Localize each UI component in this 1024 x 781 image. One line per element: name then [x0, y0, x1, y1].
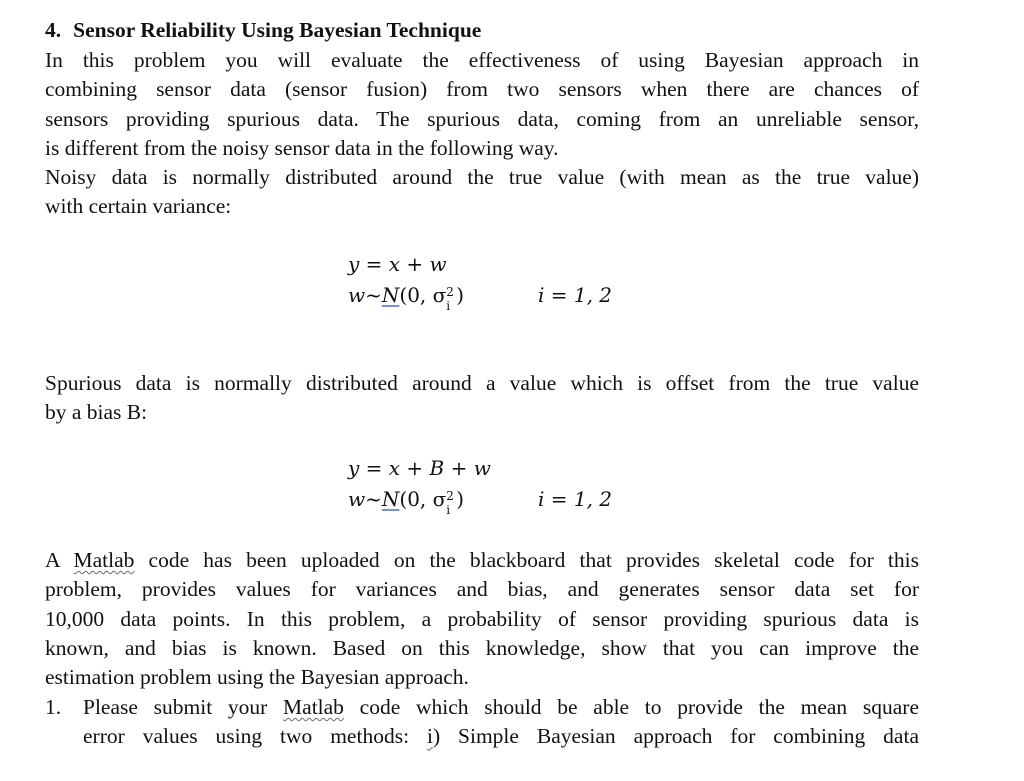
text-run: code which should be able to provide the mean square: [343, 695, 920, 719]
sensor-index-subscript: i: [446, 299, 451, 313]
paragraph-line: estimation problem using the Bayesian approach.: [45, 665, 469, 690]
paragraph-line: by a bias B:: [45, 400, 148, 425]
distribution-args-close: ): [456, 283, 465, 307]
spellcheck-word-matlab: Matlab: [283, 695, 344, 719]
noisy-sensor-index: i = 1, 2: [538, 283, 613, 307]
problem-heading: [45, 18, 481, 43]
noisy-noise-distribution: [348, 283, 465, 313]
paragraph-line: known, and bias is known. Based on this knowledge, show that you can improve the: [45, 635, 919, 660]
noise-variable: w~: [348, 283, 382, 307]
spellcheck-word-i: i: [426, 724, 433, 749]
spellcheck-word-matlab: Matlab: [73, 548, 135, 572]
distribution-args: (0, σ: [399, 283, 447, 307]
paragraph-line: In this problem you will evaluate the effectiveness of using Bayesian approach in: [45, 48, 919, 72]
text-run: error values using two methods:: [83, 724, 427, 749]
paragraph-line: combining sensor data (sensor fusion) from two sensors when there are chances of: [45, 77, 919, 102]
spurious-data-paragraph: [45, 369, 919, 428]
distribution-args: (0, σ: [399, 487, 447, 511]
variance-exponent: 2: [446, 285, 454, 299]
paragraph-line: [83, 722, 919, 751]
paragraph-line: is different from the noisy sensor data in the following way.: [45, 135, 559, 160]
sensor-index-subscript: i: [446, 503, 451, 517]
distribution-args-close: ): [456, 487, 465, 511]
paragraph-line: 10,000 data points. In this problem, a probability of sensor providing spurious data is: [45, 606, 919, 631]
intro-paragraph: [45, 46, 919, 163]
problem-number: 4.: [45, 18, 62, 42]
list-marker: 1.: [45, 695, 62, 719]
text-run: code has been uploaded on the blackboard that provides skeletal code for this: [134, 548, 919, 572]
text-run: Please submit your: [83, 695, 284, 719]
paragraph-line: problem, provides values for variances and bias, and generates sensor data set for: [45, 577, 919, 602]
paragraph-line: [45, 546, 919, 575]
normal-distribution-symbol: N: [381, 487, 400, 511]
list-item-body: [83, 693, 919, 752]
text-run: ) Simple Bayesian approach for combining data: [432, 724, 919, 749]
normal-distribution-symbol: N: [381, 283, 400, 307]
noisy-data-paragraph: [45, 163, 919, 222]
noisy-model-equation: y = x + w: [348, 252, 447, 276]
task-paragraph: [45, 546, 919, 692]
variance-exponent: 2: [446, 489, 454, 503]
paragraph-line: Spurious data is normally distributed around a value which is offset from the true value: [45, 371, 919, 395]
text-run: A: [45, 548, 74, 572]
paragraph-line: Noisy data is normally distributed around the true value (with mean as the true value): [45, 165, 919, 189]
noise-variable: w~: [348, 487, 382, 511]
spurious-noise-distribution: [348, 487, 465, 517]
spurious-sensor-index: i = 1, 2: [538, 487, 613, 511]
problem-title: Sensor Reliability Using Bayesian Technique: [73, 18, 482, 42]
spurious-model-equation: y = x + B + w: [348, 456, 491, 480]
paragraph-line: [83, 693, 919, 722]
paragraph-line: with certain variance:: [45, 194, 232, 219]
paragraph-line: sensors providing spurious data. The spurious data, coming from an unreliable sensor,: [45, 106, 919, 131]
